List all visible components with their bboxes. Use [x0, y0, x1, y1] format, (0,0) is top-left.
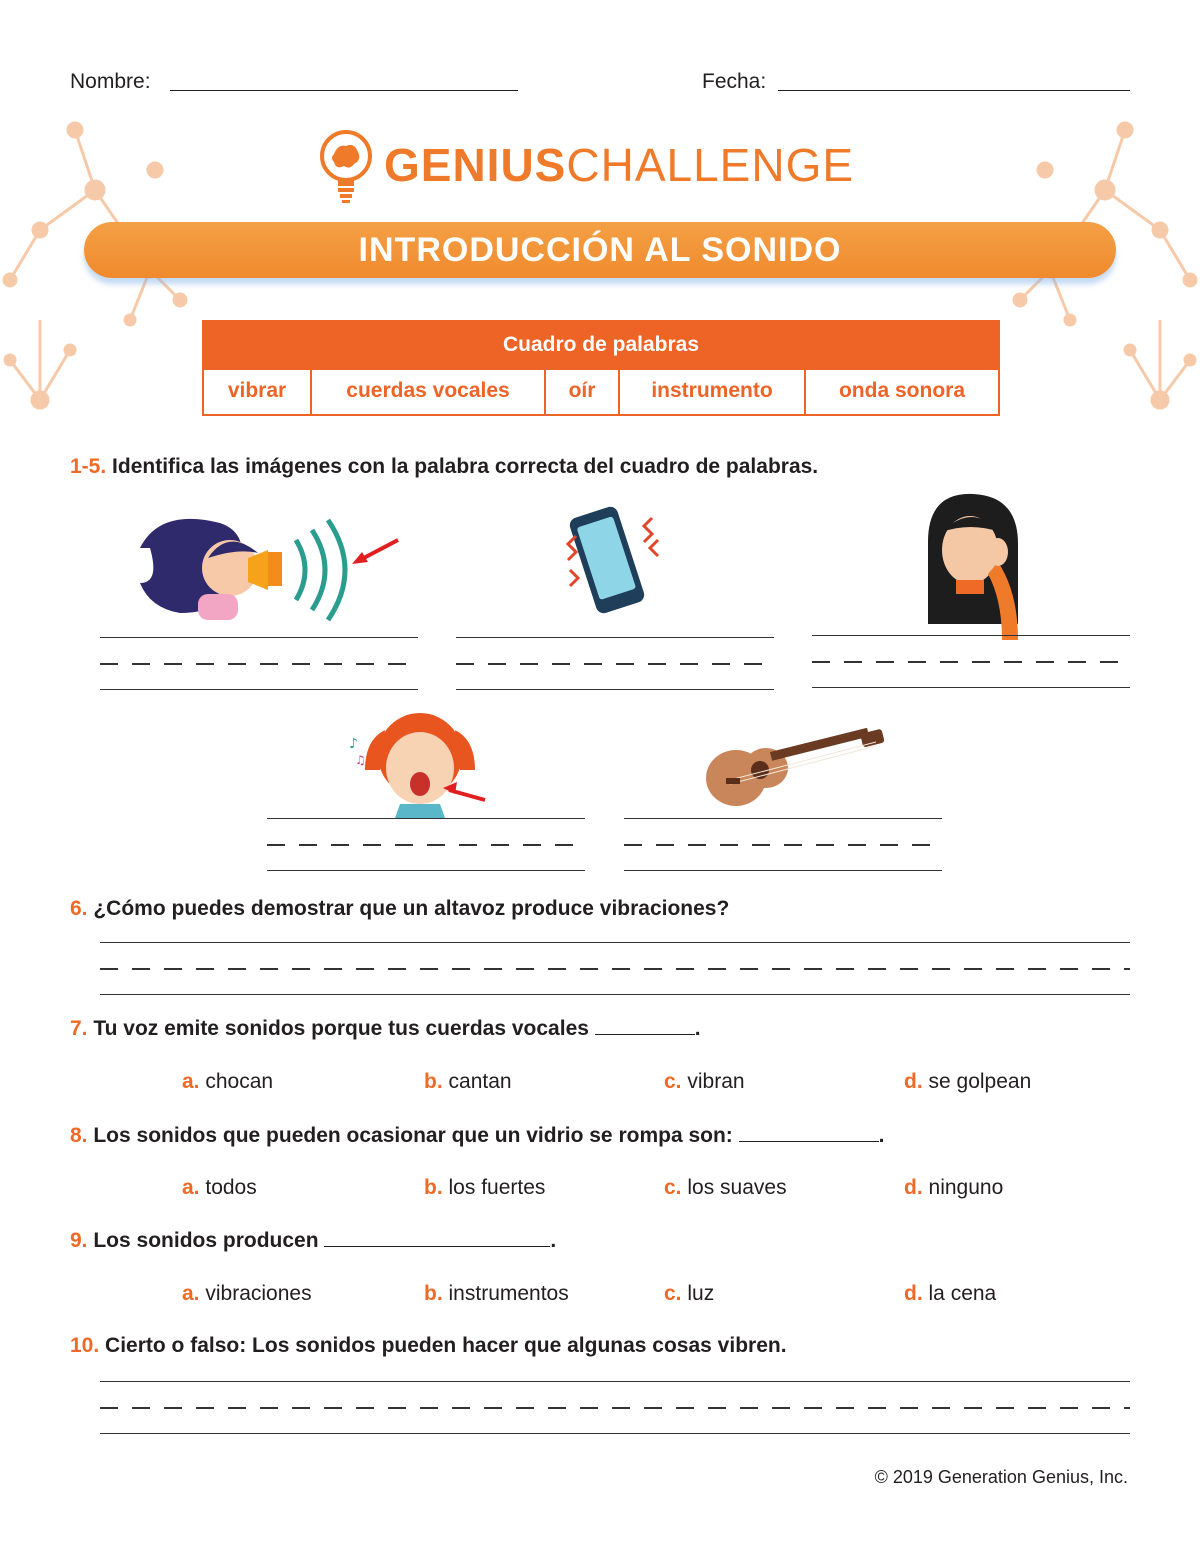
genius-challenge-logo: [384, 138, 854, 192]
word-box-cell: instrumento: [620, 370, 806, 414]
answer-blank[interactable]: [739, 1123, 879, 1142]
option-c[interactable]: [664, 1282, 714, 1306]
option-text: todos: [205, 1176, 257, 1199]
answer-lines-6[interactable]: [100, 942, 1130, 998]
word-box-cell: vibrar: [204, 370, 312, 414]
svg-text:♫: ♫: [355, 753, 366, 767]
answer-lines-4[interactable]: [267, 818, 585, 874]
question-number: 7.: [70, 1017, 88, 1040]
option-d[interactable]: [904, 1070, 1031, 1094]
copyright-footer: © 2019 Generation Genius, Inc.: [874, 1467, 1128, 1487]
girl-megaphone-image: [130, 508, 410, 628]
question-text: Los sonidos producen: [93, 1229, 319, 1252]
option-letter: a.: [182, 1282, 200, 1305]
option-text: los fuertes: [448, 1176, 546, 1199]
question-number: 9.: [70, 1229, 88, 1252]
option-letter: c.: [664, 1070, 682, 1093]
option-d[interactable]: [904, 1176, 1003, 1200]
option-text: se golpean: [928, 1070, 1032, 1093]
option-text: los suaves: [687, 1176, 787, 1199]
word-box: [202, 320, 1000, 416]
answer-blank[interactable]: [595, 1016, 695, 1035]
answer-lines-1[interactable]: [100, 637, 418, 693]
question-end: .: [694, 1017, 701, 1040]
question-6: [70, 897, 729, 921]
question-1-5: [70, 455, 818, 479]
option-text: cantan: [448, 1070, 512, 1093]
option-text: luz: [687, 1282, 715, 1305]
question-end: .: [550, 1229, 557, 1252]
option-c[interactable]: [664, 1070, 745, 1094]
answer-lines-2[interactable]: [456, 637, 774, 693]
name-label: Nombre:: [70, 70, 151, 93]
option-letter: a.: [182, 1176, 200, 1199]
title-banner: [84, 222, 1116, 278]
word-box-cell: cuerdas vocales: [312, 370, 546, 414]
date-field[interactable]: [778, 90, 1130, 91]
answer-blank[interactable]: [324, 1228, 550, 1247]
question-number: 8.: [70, 1124, 88, 1147]
question-end: .: [878, 1124, 885, 1147]
option-letter: b.: [424, 1176, 443, 1199]
option-text: vibran: [687, 1070, 745, 1093]
word-box-cell: onda sonora: [838, 379, 965, 402]
girl-singing-image: [345, 700, 495, 818]
svg-text:♪: ♪: [349, 736, 358, 752]
name-field[interactable]: [170, 90, 518, 91]
option-letter: d.: [904, 1176, 923, 1199]
option-c[interactable]: [664, 1176, 787, 1200]
logo-bold: GENIUS: [384, 139, 567, 191]
question-8: [70, 1123, 884, 1148]
option-text: chocan: [205, 1070, 274, 1093]
question-number: 10.: [70, 1334, 100, 1357]
answer-lines-5[interactable]: [624, 818, 942, 874]
option-letter: d.: [904, 1282, 923, 1305]
question-10: [70, 1334, 787, 1358]
girl-listening-image: [918, 492, 1028, 640]
option-letter: b.: [424, 1282, 443, 1305]
option-letter: b.: [424, 1070, 443, 1093]
question-9: [70, 1228, 556, 1253]
question-text: Cierto o falso: Los sonidos pueden hacer que algunas cosas vibren.: [105, 1334, 787, 1357]
option-a[interactable]: [182, 1176, 257, 1200]
option-b[interactable]: [424, 1070, 512, 1094]
guitar-image: [700, 728, 890, 812]
question-text: Identifica las imágenes con la palabra correcta del cuadro de palabras.: [112, 455, 819, 478]
answer-lines-3[interactable]: [812, 635, 1130, 691]
word-box-title: Cuadro de palabras: [204, 322, 998, 370]
option-letter: c.: [664, 1282, 682, 1305]
question-text: ¿Cómo puedes demostrar que un altavoz produce vibraciones?: [93, 897, 730, 920]
logo-light: CHALLENGE: [566, 139, 855, 191]
lightbulb-brain-icon: [318, 128, 374, 208]
option-text: ninguno: [928, 1176, 1004, 1199]
vibrating-phone-image: [560, 500, 670, 615]
option-text: la cena: [928, 1282, 997, 1305]
option-text: instrumentos: [448, 1282, 569, 1305]
option-letter: c.: [664, 1176, 682, 1199]
date-label: Fecha:: [702, 70, 767, 93]
option-text: vibraciones: [205, 1282, 312, 1305]
option-letter: d.: [904, 1070, 923, 1093]
question-text: Tu voz emite sonidos porque tus cuerdas vocales: [93, 1017, 589, 1040]
question-number: 6.: [70, 897, 88, 920]
option-a[interactable]: [182, 1282, 312, 1306]
option-b[interactable]: [424, 1176, 545, 1200]
question-text: Los sonidos que pueden ocasionar que un vidrio se rompa son:: [93, 1124, 733, 1147]
option-a[interactable]: [182, 1070, 273, 1094]
option-b[interactable]: [424, 1282, 569, 1306]
word-box-cell: oír: [546, 370, 620, 414]
answer-lines-10[interactable]: [100, 1381, 1130, 1437]
question-number: 1-5.: [70, 455, 107, 478]
option-letter: a.: [182, 1070, 200, 1093]
option-d[interactable]: [904, 1282, 996, 1306]
question-7: [70, 1016, 701, 1041]
page-title: INTRODUCCIÓN AL SONIDO: [358, 231, 842, 269]
